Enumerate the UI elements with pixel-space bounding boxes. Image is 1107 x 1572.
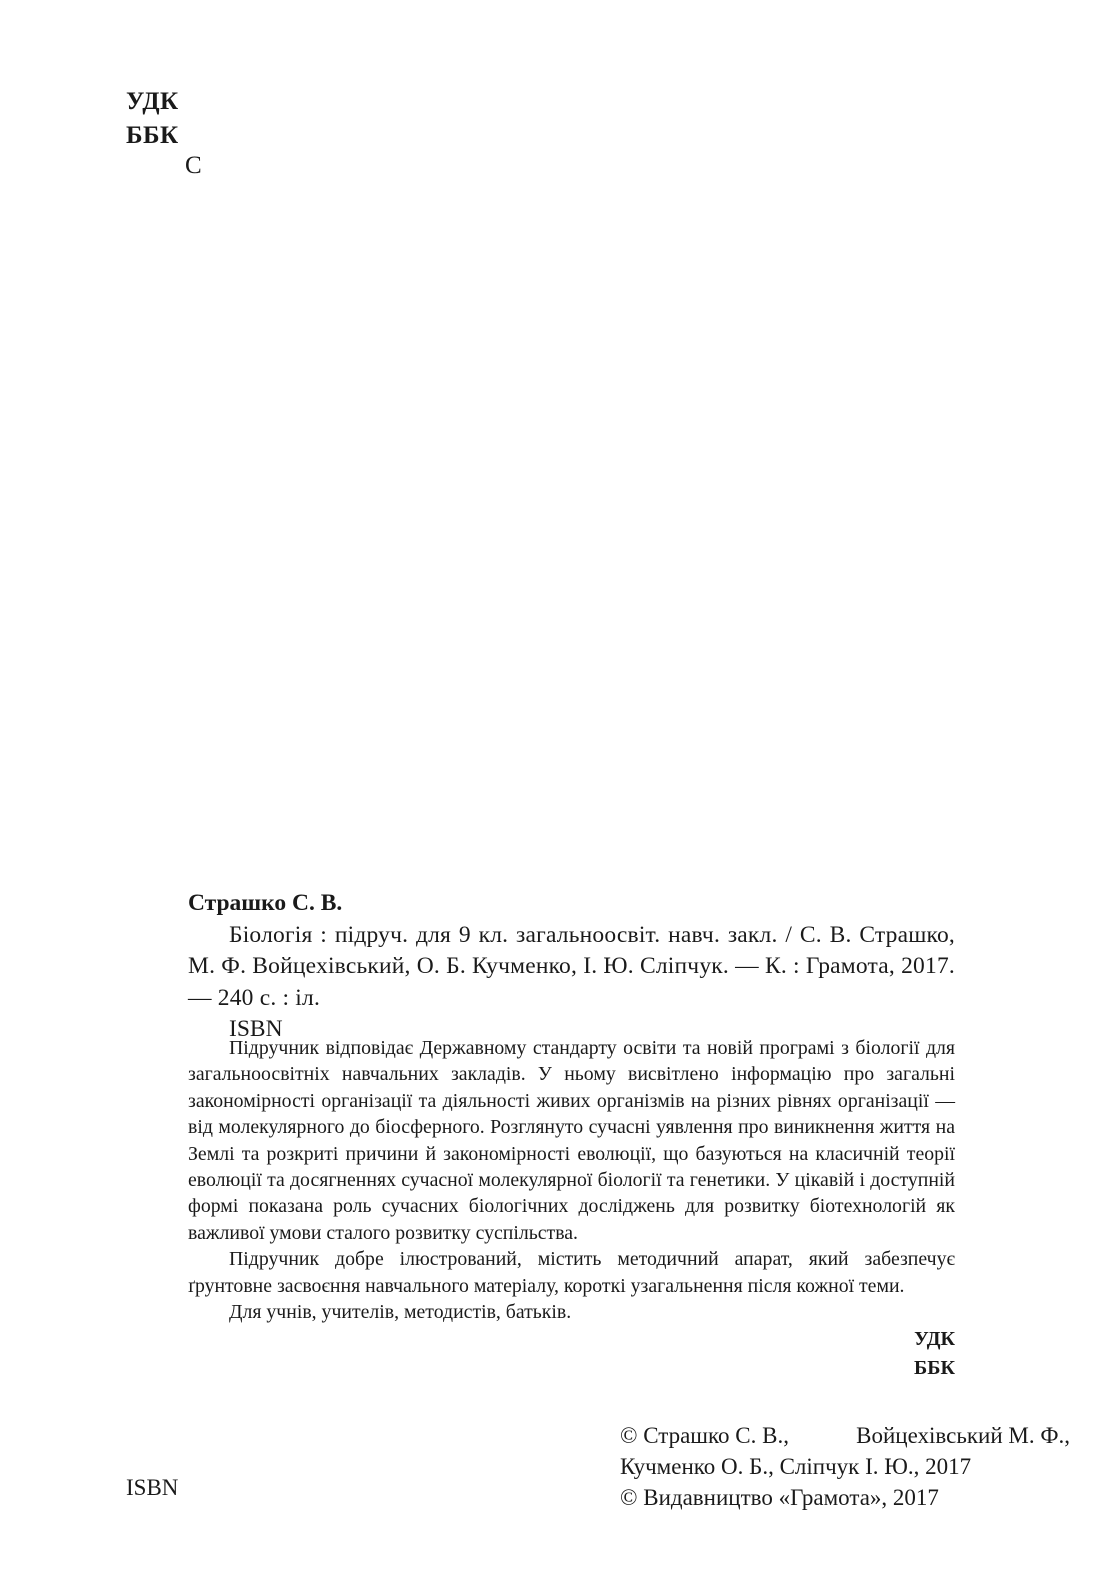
copyright-line-2: Кучменко О. Б., Сліпчук І. Ю., 2017: [620, 1454, 972, 1479]
classification-block: [900, 1325, 955, 1383]
header-udk-label: УДК: [126, 88, 179, 115]
footer-isbn: ISBN: [126, 1475, 179, 1500]
copyright-line-1: [620, 1420, 1070, 1451]
classification-bbk-label: ББК: [914, 1357, 955, 1379]
author-mark: С: [185, 152, 202, 179]
bibliographic-author: Страшко С. В.: [188, 890, 343, 916]
copyright-author-1: © Страшко С. В.,: [620, 1423, 789, 1448]
annotation-paragraph: Для учнів, учителів, методистів, батьків.: [229, 1301, 572, 1324]
copyright-author-2: Войцехівський М. Ф.,: [856, 1423, 1070, 1448]
header-bbk-label: ББК: [126, 122, 179, 149]
bibliographic-isbn: ISBN: [229, 1016, 283, 1042]
copyright-line-3: © Видавництво «Грамота», 2017: [620, 1485, 939, 1510]
bibliographic-description: Біологія : підруч. для 9 кл. загальноосвіт. навч. закл. / С. В. Страшко, М. Ф. Войцехівський, О. Б. Кучменко, І. Ю. Сліпчук. — К. : Грамота, 2017. — 240 с. : іл.: [188, 921, 955, 1011]
classification-udk-label: УДК: [914, 1328, 955, 1350]
bibliographic-entry: [188, 888, 955, 1046]
annotation: [188, 1035, 955, 1325]
annotation-paragraph: Підручник відповідає Державному стандарту освіти та новій програмі з біології для загальноосвітніх навчальних закладів. У ньому висвітлено інформацію про загальні закономірності організації та діяльності живих організмів на різних рівнях організації — від молекулярного до біосферного. Розглянуто сучасні уявлення про виникнення життя на Землі та розкриті причини й закономірності еволюції, що базуються на класичній теорії еволюції та досягненнях сучасної молекулярної біології та генетики. У цікавій і доступній формі показана роль сучасних біологічних досліджень для розвитку біотехнологій як важливої умови сталого розвитку суспільства.: [188, 1037, 955, 1244]
annotation-paragraph: Підручник добре ілюстрований, містить методичний апарат, який забезпечує ґрунтовне засвоєння навчального матеріалу, короткі узагальнення після кожної теми.: [188, 1248, 955, 1297]
copyright-block: [620, 1420, 1070, 1513]
